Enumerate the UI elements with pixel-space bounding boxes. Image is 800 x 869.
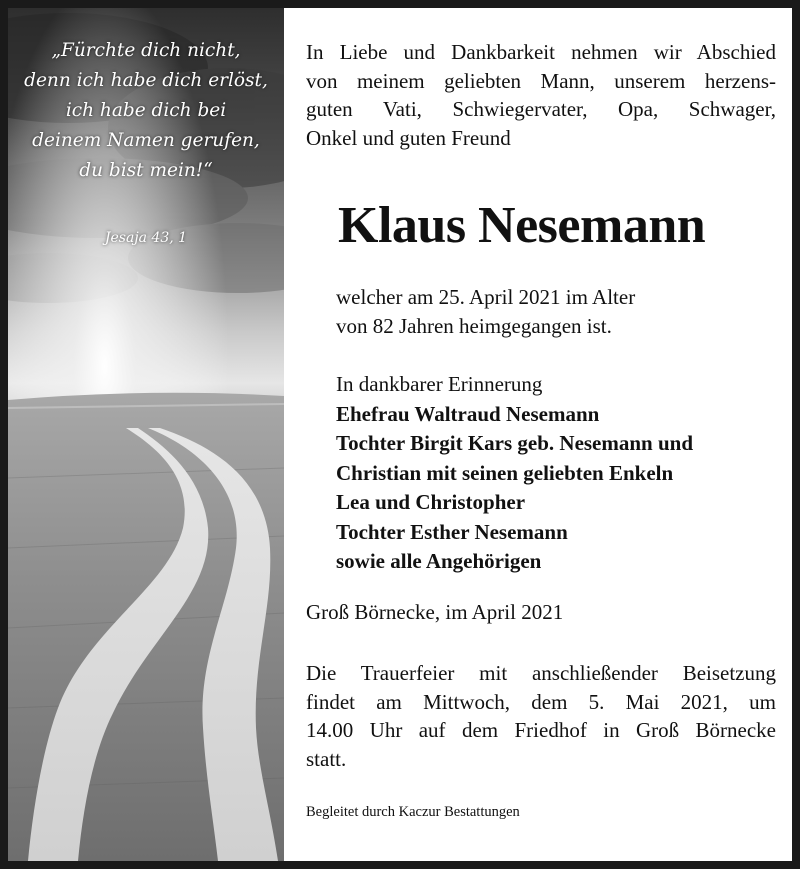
obituary-notice xyxy=(8,8,792,861)
mourner-line: Ehefrau Waltraud Nesemann xyxy=(336,401,600,426)
funeral-line: 14.00 Uhr auf dem Friedhof in Groß Börnecke xyxy=(306,718,776,742)
intro-paragraph xyxy=(306,38,776,152)
mourner-line: Lea und Christopher xyxy=(336,490,526,514)
quote-line: denn ich habe dich erlöst, xyxy=(24,70,268,91)
quote-line: „Fürchte dich nicht, xyxy=(51,40,241,61)
mourner-line: Christian mit seinen geliebten Enkeln xyxy=(336,460,674,485)
deceased-name: Klaus Nesemann xyxy=(338,197,706,254)
quote-line: deinem Namen gerufen, xyxy=(32,130,260,151)
mourner-line: sowie alle Angehörigen xyxy=(336,549,542,573)
funeral-line: statt. xyxy=(306,746,347,771)
place-date: Groß Börnecke, im April 2021 xyxy=(306,600,564,624)
intro-line: In Liebe und Dankbarkeit nehmen wir Abschied xyxy=(306,40,776,64)
remembrance-label: In dankbarer Erinnerung xyxy=(336,372,543,396)
death-line: von 82 Jahren heimgegangen ist. xyxy=(336,313,612,338)
quote-line: ich habe dich bei xyxy=(65,100,227,121)
bible-quote xyxy=(8,36,284,186)
funeral-line: findet am Mittwoch, dem 5. Mai 2021, um xyxy=(306,689,776,714)
mourners-list xyxy=(336,370,693,577)
intro-line: Onkel und guten Freund xyxy=(306,125,511,150)
death-line: welcher am 25. April 2021 im Alter xyxy=(336,285,636,309)
undertaker-credit: Begleitet durch Kaczur Bestattungen xyxy=(306,804,520,820)
intro-line: von meinem geliebten Mann, unserem herzens- xyxy=(306,68,776,93)
landscape-photo xyxy=(8,8,284,861)
mourner-line: Tochter Esther Nesemann xyxy=(336,519,568,544)
mourner-line: Tochter Birgit Kars geb. Nesemann und xyxy=(336,431,694,455)
quote-reference: Jesaja 43, 1 xyxy=(104,230,188,246)
funeral-details xyxy=(306,659,776,773)
quote-line: du bist mein!“ xyxy=(79,160,213,181)
death-details xyxy=(336,283,635,340)
intro-line: guten Vati, Schwiegervater, Opa, Schwager, xyxy=(306,97,776,121)
funeral-line: Die Trauerfeier mit anschließender Beisetzung xyxy=(306,661,776,685)
